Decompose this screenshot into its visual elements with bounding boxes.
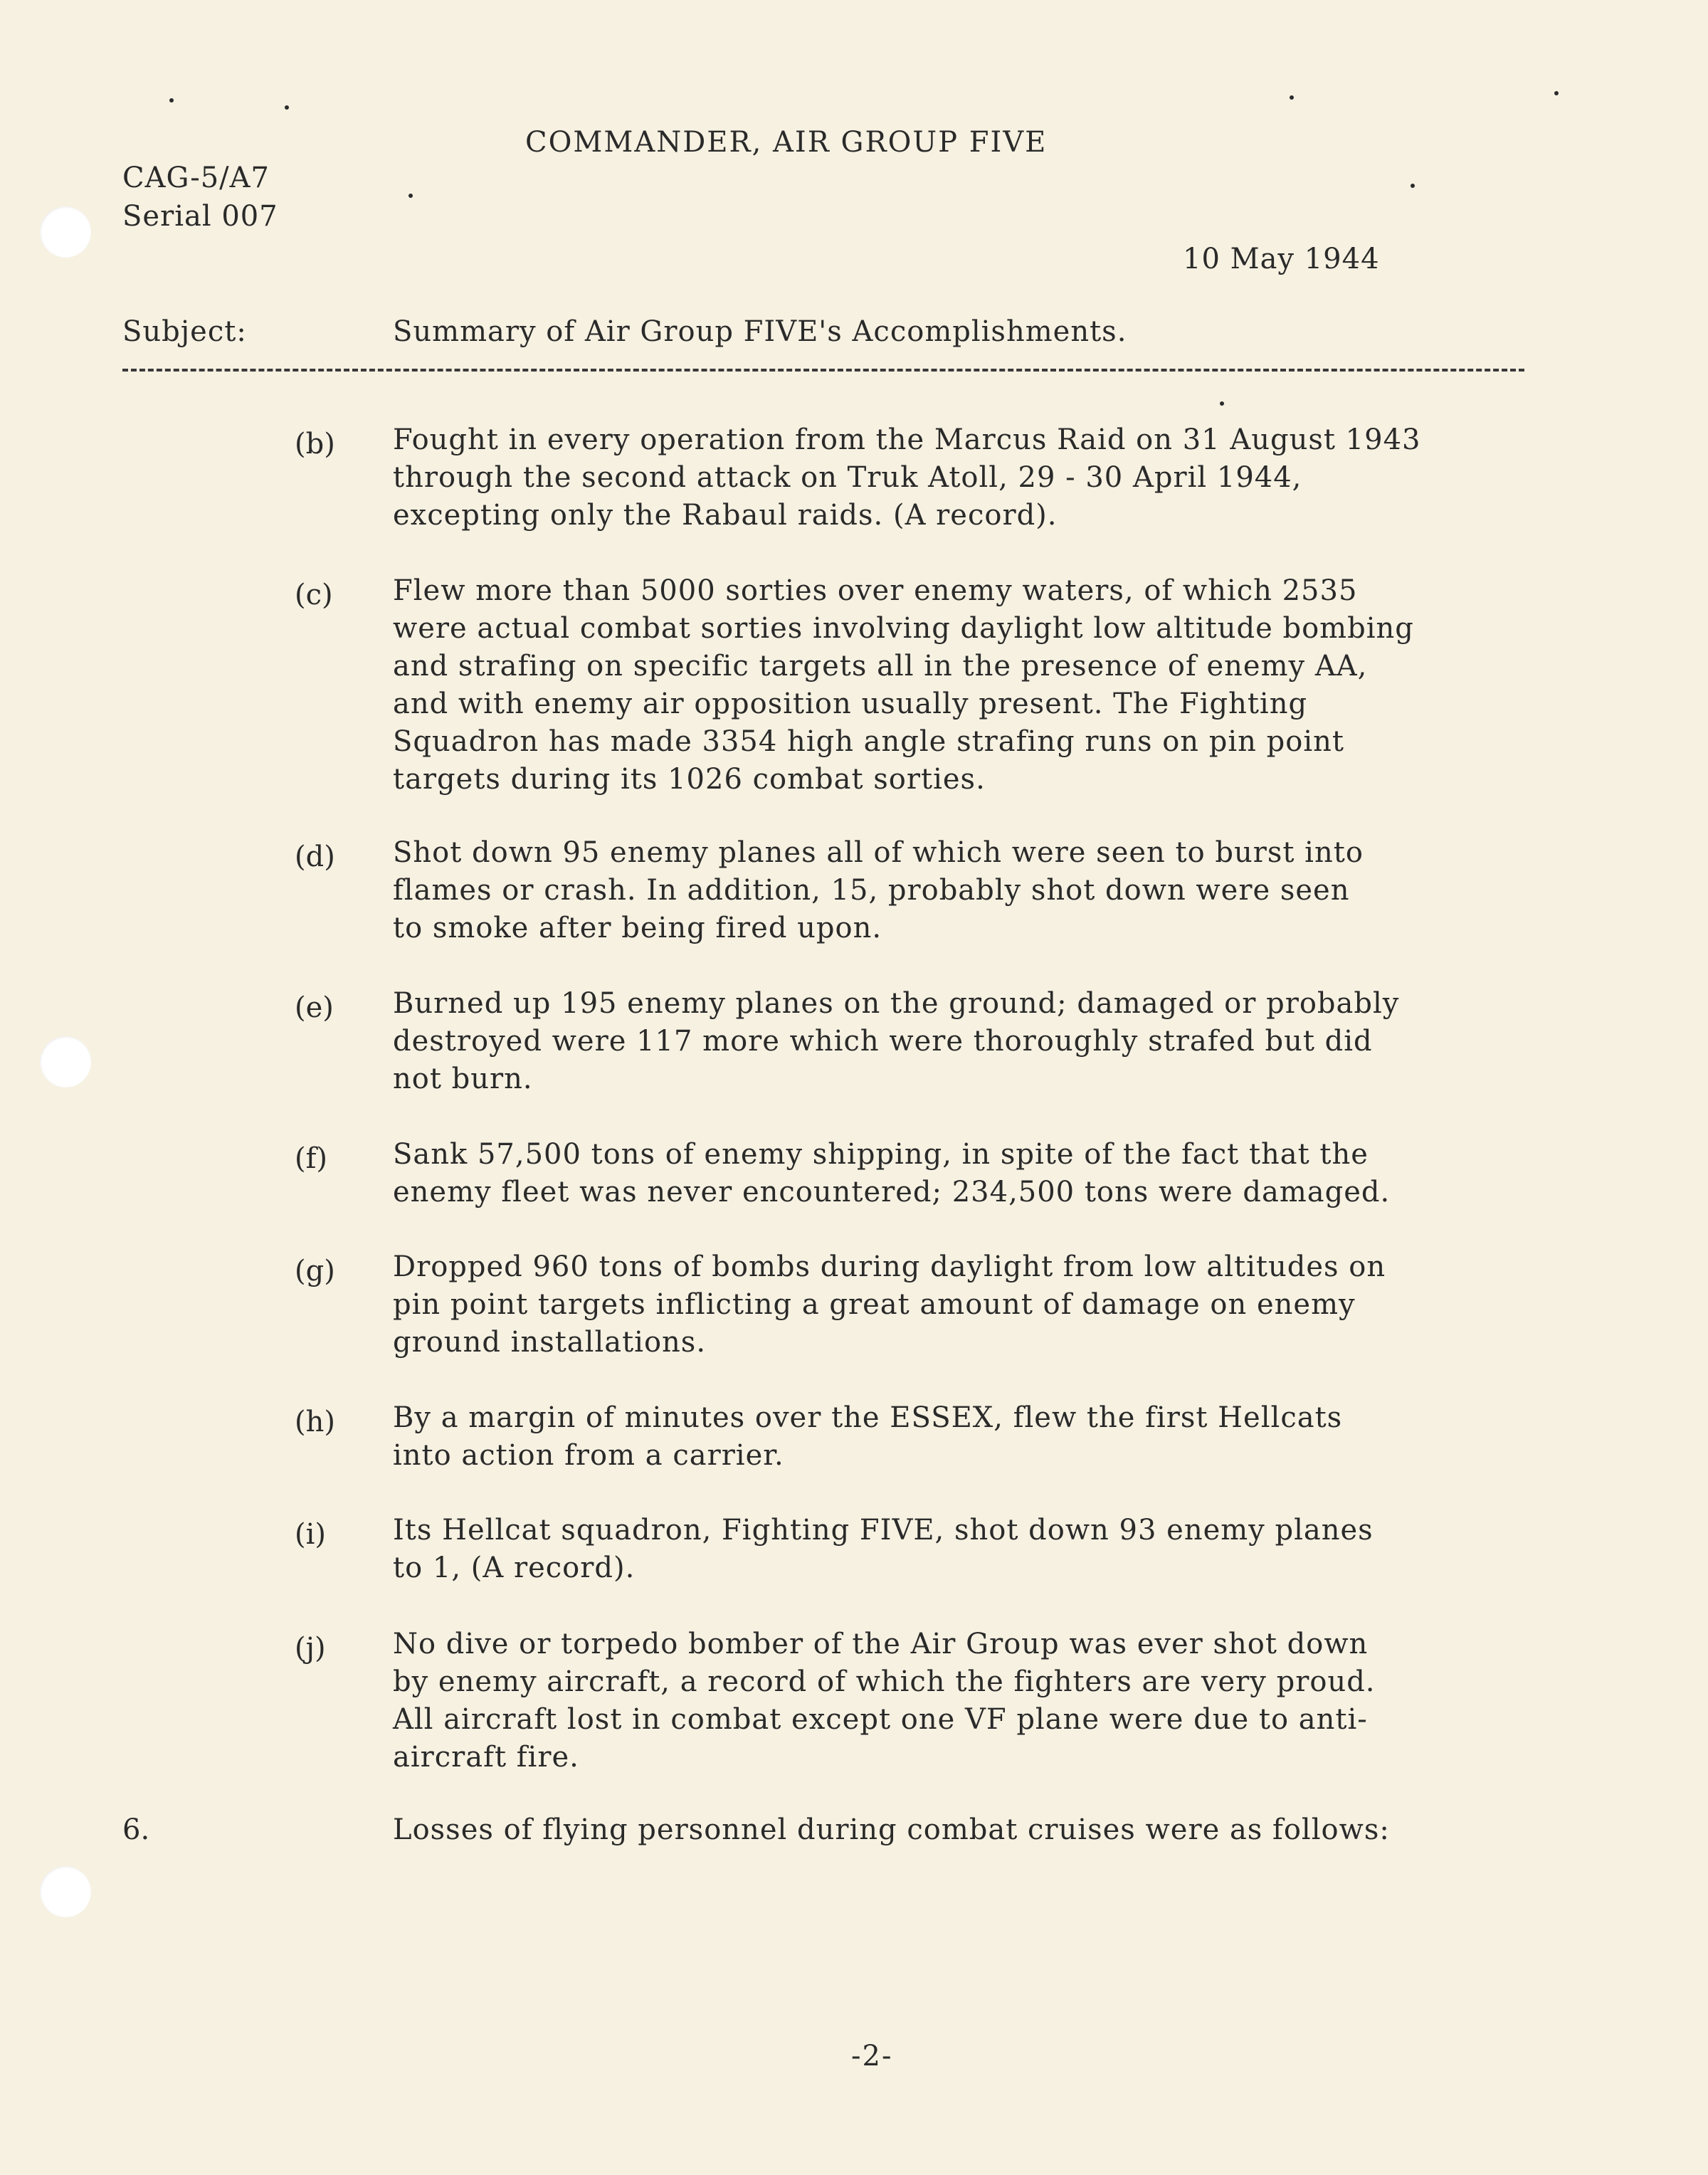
item-line: ground installations. <box>393 1326 707 1359</box>
paper-speck <box>285 105 289 110</box>
serial-number: Serial 007 <box>122 200 278 233</box>
paper-speck <box>1220 401 1224 406</box>
item-line: not burn. <box>393 1063 533 1095</box>
item-text <box>393 1136 1390 1211</box>
item-line: targets during its 1026 combat sorties. <box>393 763 986 796</box>
punch-hole <box>40 1036 91 1088</box>
item-label: (f) <box>295 1142 328 1175</box>
subject-text: Summary of Air Group FIVE's Accomplishments. <box>393 315 1127 348</box>
item-text <box>393 421 1420 534</box>
punch-hole <box>40 206 91 258</box>
item-text <box>393 1399 1342 1475</box>
item-line: Its Hellcat squadron, Fighting FIVE, shot down 93 enemy planes <box>393 1514 1374 1547</box>
item-label: (b) <box>295 428 335 460</box>
item-line: All aircraft lost in combat except one VF plane were due to anti- <box>393 1703 1368 1736</box>
item-line: aircraft fire. <box>393 1741 579 1774</box>
item-line: Sank 57,500 tons of enemy shipping, in spite of the fact that the <box>393 1138 1369 1171</box>
paper-speck <box>1290 95 1294 100</box>
item-text <box>393 834 1364 947</box>
reference-code: CAG-5/A7 <box>122 162 270 194</box>
item-line: Fought in every operation from the Marcus Raid on 31 August 1943 <box>393 423 1421 456</box>
item-label: (h) <box>295 1406 335 1438</box>
item-line: to 1, (A record). <box>393 1552 636 1584</box>
item-line: Dropped 960 tons of bombs during daylight from low altitudes on <box>393 1250 1386 1283</box>
item-line: by enemy aircraft, a record of which the fighters are very proud. <box>393 1665 1376 1698</box>
document-date: 10 May 1944 <box>1183 243 1380 275</box>
dashed-divider <box>122 369 1524 372</box>
item-line: By a margin of minutes over the ESSEX, flew the first Hellcats <box>393 1401 1343 1434</box>
item-text <box>393 1512 1374 1587</box>
item-line: pin point targets inflicting a great amount of damage on enemy <box>393 1288 1356 1321</box>
item-line: No dive or torpedo bomber of the Air Group was ever shot down <box>393 1628 1369 1660</box>
item-label: (i) <box>295 1518 327 1551</box>
paper-speck <box>408 194 413 198</box>
paper-speck <box>1554 91 1559 95</box>
paper-speck <box>169 98 174 102</box>
item-line: destroyed were 117 more which were thoroughly strafed but did <box>393 1025 1373 1058</box>
item-line: and with enemy air opposition usually present. The Fighting <box>393 688 1308 720</box>
item-line: to smoke after being fired upon. <box>393 912 882 944</box>
item-text <box>393 572 1414 799</box>
subject-label: Subject: <box>122 315 247 348</box>
item-line: enemy fleet was never encountered; 234,500 tons were damaged. <box>393 1176 1391 1208</box>
item-line: flames or crash. In addition, 15, probably shot down were seen <box>393 874 1350 907</box>
item-label: (e) <box>295 991 334 1024</box>
page-number: -2- <box>851 2040 893 2073</box>
item-label: (j) <box>295 1632 326 1665</box>
item-line: Flew more than 5000 sorties over enemy waters, of which 2535 <box>393 574 1358 607</box>
item-line: through the second attack on Truk Atoll, 29 - 30 April 1944, <box>393 461 1302 494</box>
item-line: excepting only the Rabaul raids. (A record). <box>393 499 1058 532</box>
item-line: Burned up 195 enemy planes on the ground; damaged or probably <box>393 987 1400 1020</box>
item-line: and strafing on specific targets all in the presence of enemy AA, <box>393 650 1368 683</box>
item-text <box>393 985 1399 1098</box>
item-text <box>393 1626 1376 1776</box>
item-text <box>393 1248 1386 1362</box>
document-title: COMMANDER, AIR GROUP FIVE <box>525 126 1048 159</box>
paper-speck <box>1411 184 1415 188</box>
item-label: (d) <box>295 841 335 873</box>
item-line: were actual combat sorties involving daylight low altitude bombing <box>393 612 1414 645</box>
section-text: Losses of flying personnel during combat cruises were as follows: <box>393 1813 1390 1846</box>
item-label: (c) <box>295 579 333 611</box>
item-line: into action from a carrier. <box>393 1439 784 1472</box>
item-label: (g) <box>295 1255 335 1287</box>
item-line: Shot down 95 enemy planes all of which were seen to burst into <box>393 836 1364 869</box>
punch-hole <box>40 1866 91 1917</box>
section-number: 6. <box>122 1813 150 1846</box>
item-line: Squadron has made 3354 high angle strafing runs on pin point <box>393 725 1344 758</box>
